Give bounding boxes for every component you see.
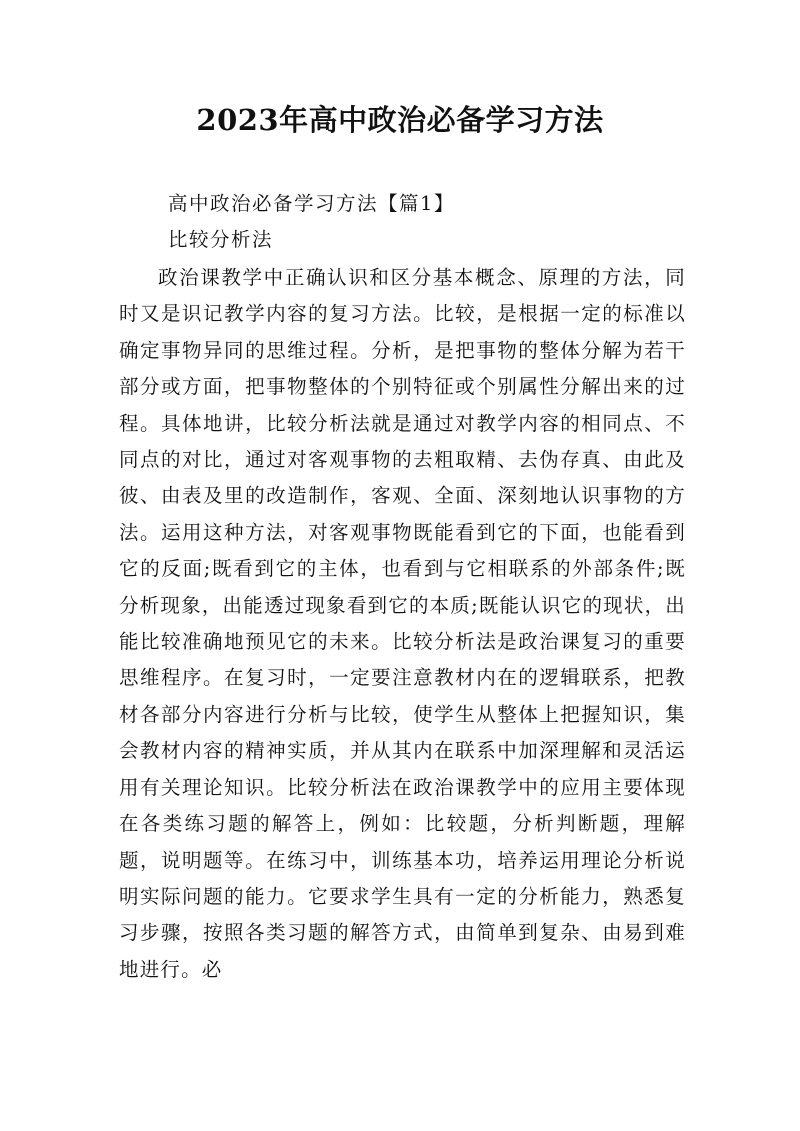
subheading: 比较分析法 xyxy=(168,228,274,251)
body-paragraph: 政治课教学中正确认识和区分基本概念、原理的方法，同时又是识记教学内容的复习方法。比较，是根据一定的标准以确定事物异同的思维过程。分析，是把事物的整体分解为若干部分或方面，把事物整体的个别特征或个别属性分解出来的过程。具体地讲，比较分析法就是通过对教学内容的相同点、不同点的对比，通过对客观事物的去粗取精、去伪存真、由此及彼、由表及里的改造制作，客观、全面、深刻地认识事物的方法。运用这种方法，对客观事物既能看到它的下面，也能看到它的反面;既看到它的主体，也看到与它相联系的外部条件;既分析现象，出能透过现象看到它的本质;既能认识它的现状，出能比较准确地预见它的未来。比较分析法是政治课复习的重要思维程序。在复习时，一定要注意教材内在的逻辑联系，把教材各部分内容进行分析与比较，使学生从整体上把握知识，集会教材内容的精神实质，并从其内在联系中加深理解和灵活运用有关理论知识。比较分析法在政治课教学中的应用主要体现在各类练习题的解答上，例如：比较题，分析判断题，理解题，说明题等。在练习中，训练基本功，培养运用理论分析说明实际问题的能力。它要求学生具有一定的分析能力，熟悉复习步骤，按照各类习题的解答方式，由简单到复杂、由易到难地进行。必 xyxy=(119,266,686,981)
document-title: 2023年高中政治必备学习方法 xyxy=(196,103,604,137)
section-heading: 高中政治必备学习方法【篇1】 xyxy=(168,192,455,215)
